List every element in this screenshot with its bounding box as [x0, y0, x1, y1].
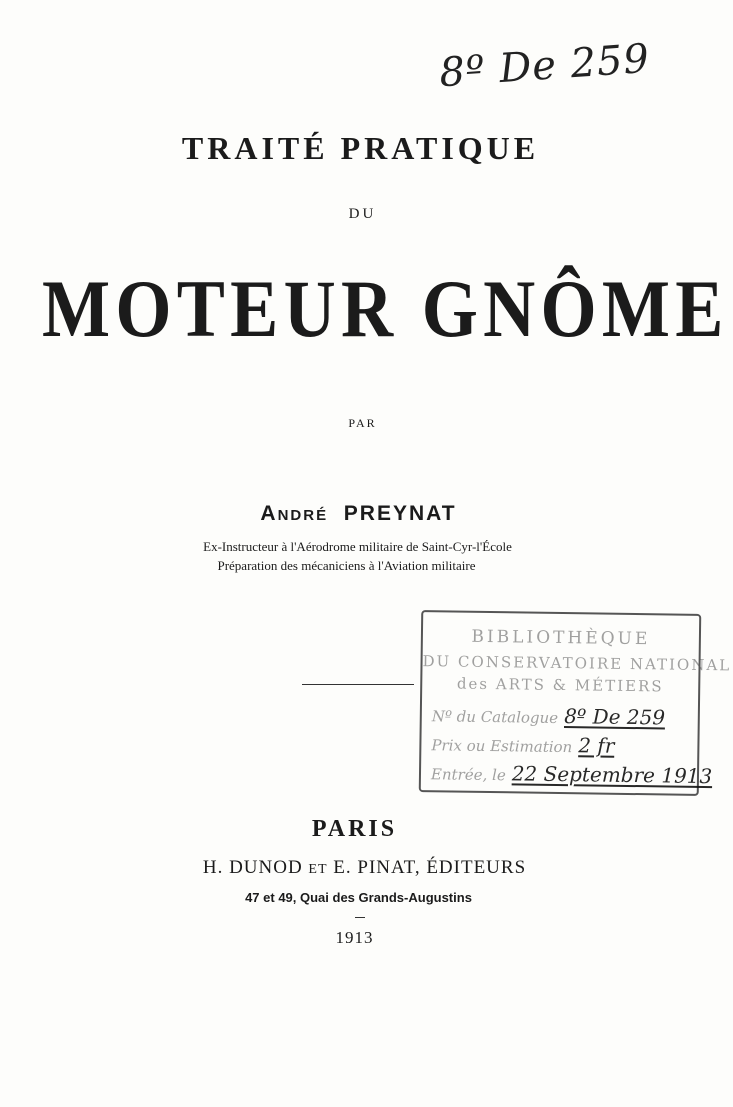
- stamp-entry-label: Entrée, le: [430, 765, 506, 785]
- stamp-price-value: 2 fr: [578, 733, 615, 758]
- stamp-price-row: [431, 731, 687, 761]
- stamp-line: DU CONSERVATOIRE NATIONAL: [422, 652, 732, 675]
- imprint-city: PARIS: [311, 816, 398, 842]
- author-first-initial: A: [260, 502, 278, 525]
- stamp-catalogue-row: [432, 702, 688, 732]
- publisher-part-2: E. PINAT, ÉDITEURS: [327, 857, 527, 878]
- separator-rule: [302, 684, 414, 685]
- stamp-catalogue-label: Nº du Catalogue: [431, 707, 559, 727]
- stamp-catalogue-value: 8º De 259: [563, 704, 666, 730]
- byline: PAR: [348, 416, 377, 430]
- small-dash-divider: [355, 917, 365, 918]
- author-name: [0, 502, 725, 526]
- imprint-publisher: [0, 857, 731, 879]
- imprint-address: 47 et 49, Quai des Grands-Augustins: [245, 890, 472, 905]
- stamp-entry-value: 22 Septembre 1913: [511, 761, 713, 789]
- author-last-name: PREYNAT: [343, 502, 457, 525]
- imprint-year: 1913: [335, 928, 374, 947]
- author-first-rest: NDRÉ: [277, 507, 329, 524]
- handwritten-shelfmark: 8º De 259: [437, 35, 652, 97]
- author-credential: Préparation des mécaniciens à l'Aviation militaire: [217, 558, 476, 573]
- library-stamp: [419, 610, 732, 796]
- stamp-price-label: Prix ou Estimation: [431, 736, 573, 757]
- title-line-1: TRAITÉ PRATIQUE: [181, 130, 540, 166]
- stamp-line: des ARTS & MÉTIERS: [456, 674, 664, 696]
- title-connector: DU: [348, 206, 377, 222]
- publisher-conjunction: ET: [308, 862, 328, 877]
- publisher-part-1: H. DUNOD: [202, 857, 309, 878]
- author-credential: Ex-Instructeur à l'Aérodrome militaire de Saint-Cyr-l'École: [203, 539, 512, 554]
- stamp-entry-row: [430, 760, 713, 790]
- stamp-line: BIBLIOTHÈQUE: [471, 626, 651, 650]
- main-title: MOTEUR GNÔME: [41, 263, 729, 354]
